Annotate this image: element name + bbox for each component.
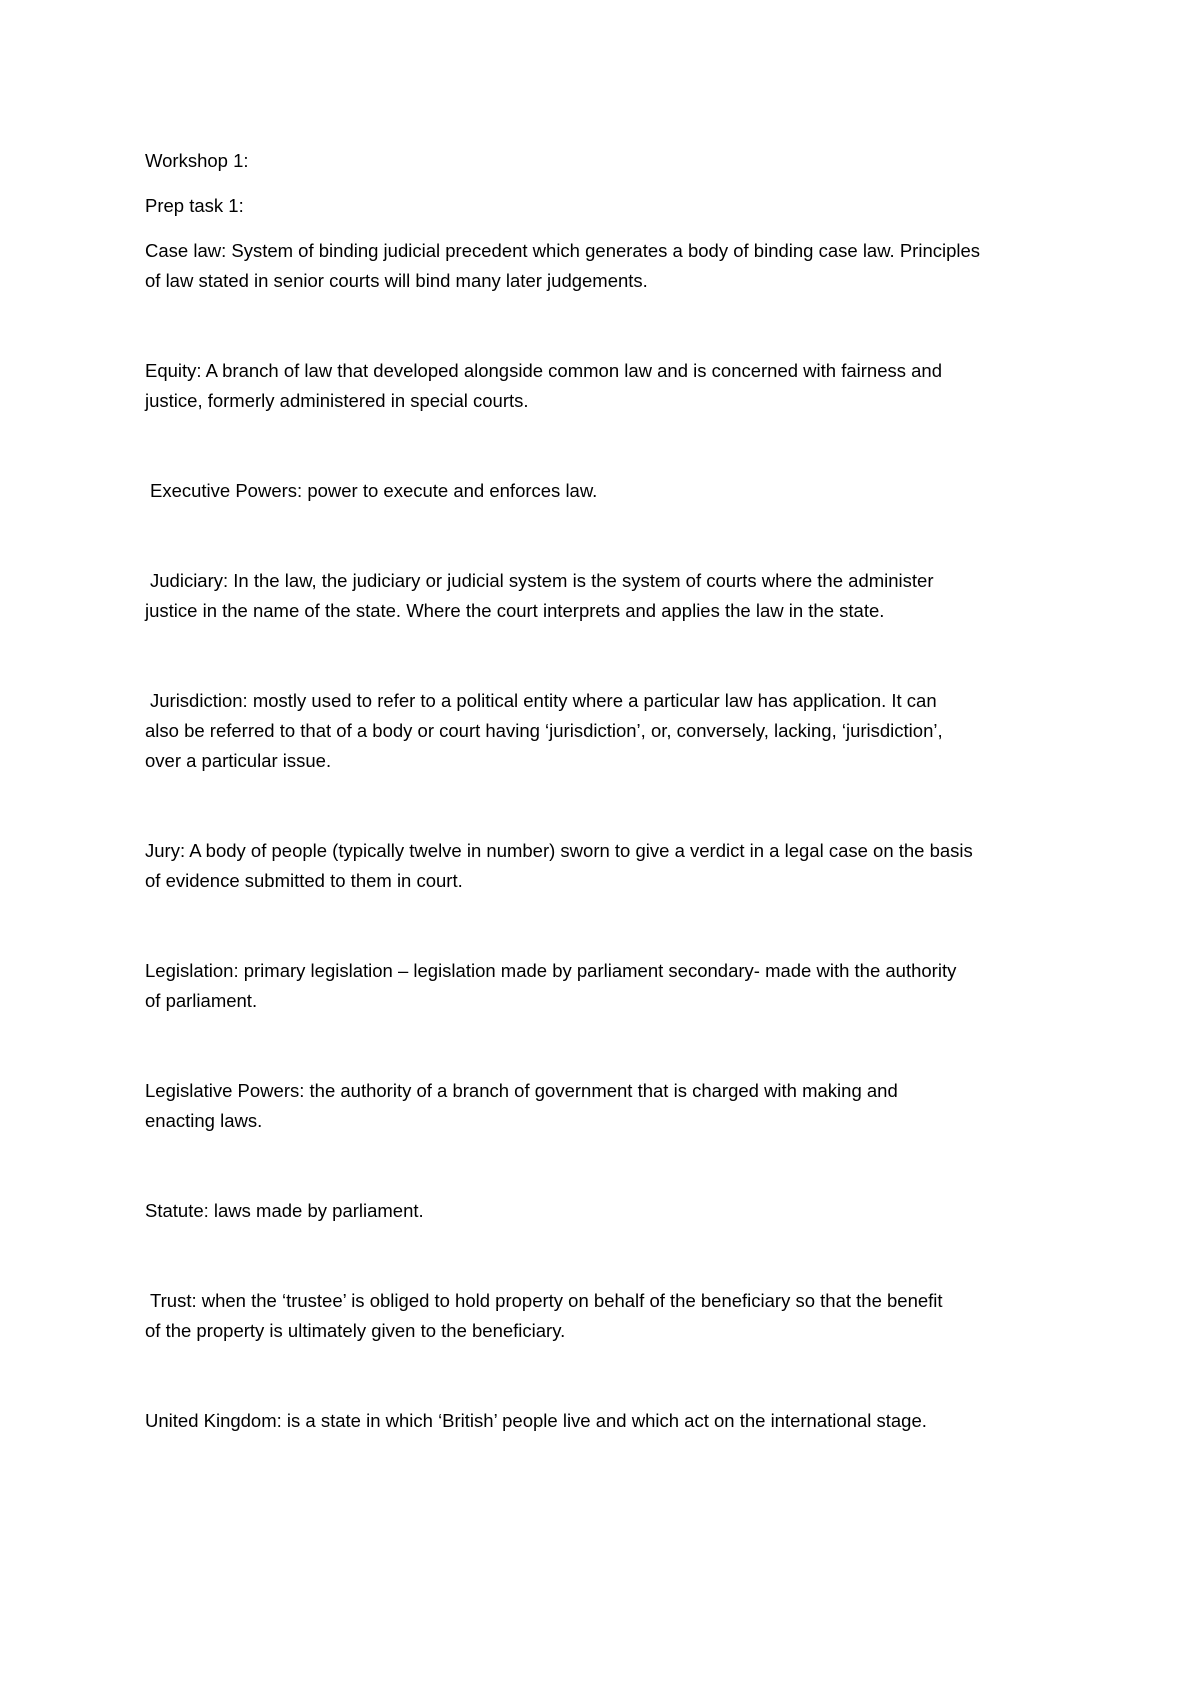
document-body (145, 146, 1065, 1496)
definition-line: of law stated in senior courts will bind many later judgements. (145, 270, 648, 291)
definition-line: Statute: laws made by parliament. (145, 1200, 424, 1221)
document-title: Workshop 1: (145, 150, 249, 171)
definition-line: Jury: A body of people (typically twelve in number) sworn to give a verdict in a legal case on the basis (145, 840, 973, 861)
definition-line: Case law: System of binding judicial precedent which generates a body of binding case law. Principles (145, 240, 981, 261)
definition-line: Legislation: primary legislation – legislation made by parliament secondary- made with the authority (145, 960, 957, 981)
definition-line: over a particular issue. (145, 750, 332, 771)
definition-line: of evidence submitted to them in court. (145, 870, 463, 891)
definition-statute (145, 1196, 1065, 1226)
definition-line: enacting laws. (145, 1110, 263, 1131)
definition-line: Equity: A branch of law that developed alongside common law and is concerned with fairness and (145, 360, 943, 381)
definition-line: Judiciary: In the law, the judiciary or judicial system is the system of courts where the administer (150, 570, 934, 591)
definition-trust (145, 1286, 1065, 1346)
definition-line: Legislative Powers: the authority of a branch of government that is charged with making and (145, 1080, 898, 1101)
definition-equity (145, 356, 1065, 416)
definition-executive-powers (145, 476, 1065, 506)
definition-case-law (145, 236, 1065, 296)
definition-line: of the property is ultimately given to the beneficiary. (145, 1320, 566, 1341)
definition-jurisdiction (145, 686, 1065, 776)
definition-line: Trust: when the ‘trustee’ is obliged to hold property on behalf of the beneficiary so that the benefit (150, 1290, 943, 1311)
definition-line: justice, formerly administered in special courts. (145, 390, 529, 411)
definition-line: Jurisdiction: mostly used to refer to a political entity where a particular law has application. It can (150, 690, 937, 711)
definition-line: Executive Powers: power to execute and enforces law. (150, 480, 598, 501)
definition-line: of parliament. (145, 990, 258, 1011)
document-subtitle: Prep task 1: (145, 195, 244, 216)
definition-legislative-powers (145, 1076, 1065, 1136)
definition-line: United Kingdom: is a state in which ‘British’ people live and which act on the international stage. (145, 1410, 927, 1431)
definition-united-kingdom (145, 1406, 1065, 1436)
definition-legislation (145, 956, 1065, 1016)
definition-jury (145, 836, 1065, 896)
definition-line: also be referred to that of a body or court having ‘jurisdiction’, or, conversely, lacking, ‘jurisdiction’, (145, 720, 943, 741)
definition-line: justice in the name of the state. Where the court interprets and applies the law in the state. (145, 600, 885, 621)
definition-judiciary (145, 566, 1065, 626)
